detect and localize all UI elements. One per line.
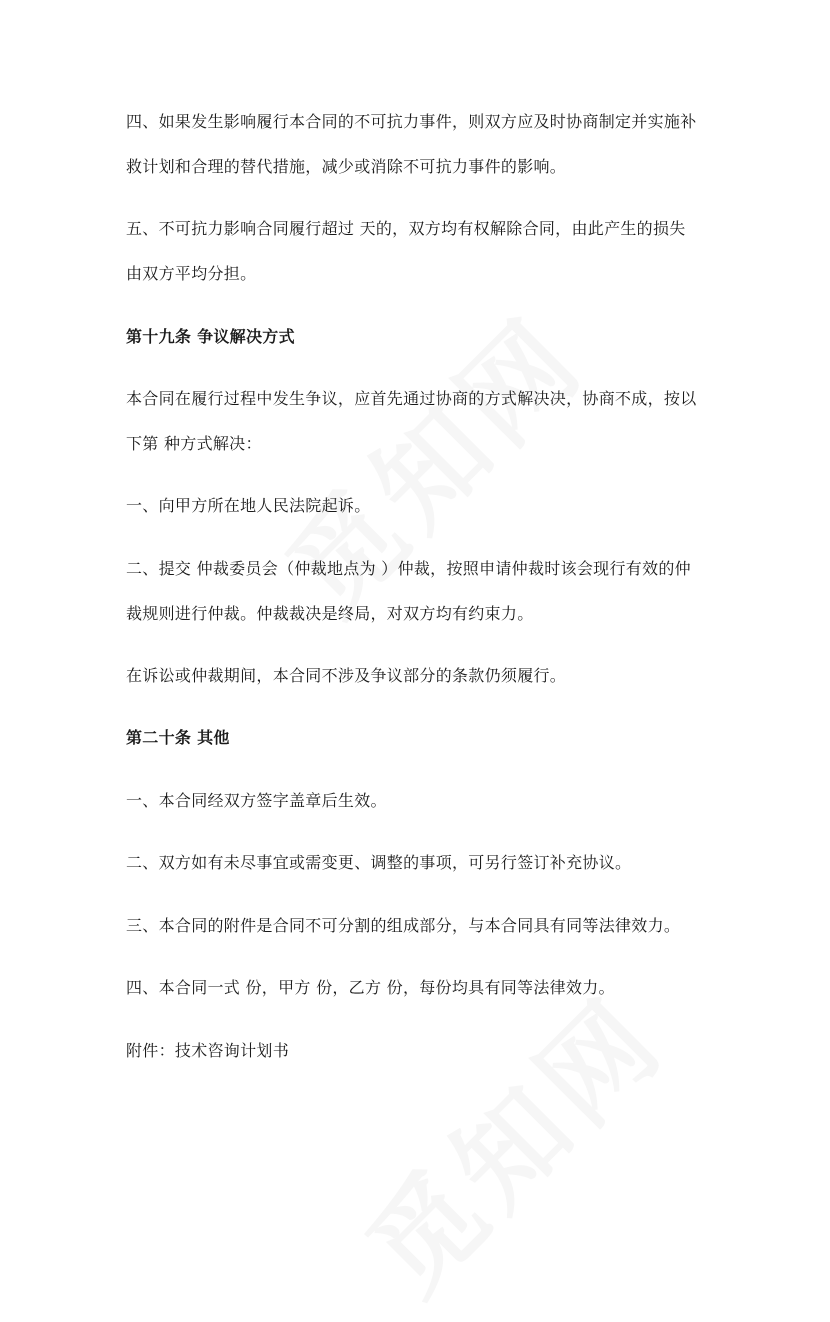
paragraph-line: 二、提交 仲裁委员会（仲裁地点为 ）仲裁，按照申请仲裁时该会现行有效的仲 [126, 559, 691, 578]
watermark [327, 956, 693, 1322]
paragraph-line: 五、不可抗力影响合同履行超过 天的，双方均有权解除合同，由此产生的损失 [126, 219, 686, 238]
paragraph-line: 救计划和合理的替代措施，减少或消除不可抗力事件的影响。 [126, 157, 567, 176]
paragraph-line: 附件：技术咨询计划书 [126, 1041, 290, 1060]
section-heading: 第二十条 其他 [126, 728, 230, 747]
paragraph-line: 二、双方如有未尽事宜或需变更、调整的事项，可另行签订补充协议。 [126, 853, 632, 872]
paragraph-line: 裁规则进行仲裁。仲裁裁决是终局，对双方均有约束力。 [126, 604, 534, 623]
paragraph-line: 三、本合同的附件是合同不可分割的组成部分，与本合同具有同等法律效力。 [126, 916, 681, 935]
paragraph-line: 一、向甲方所在地人民法院起诉。 [126, 496, 371, 515]
paragraph-line: 在诉讼或仲裁期间，本合同不涉及争议部分的条款仍须履行。 [126, 666, 567, 685]
paragraph-line: 四、如果发生影响履行本合同的不可抗力事件，则双方应及时协商制定并实施补 [126, 112, 697, 131]
paragraph-line: 由双方平均分担。 [126, 264, 257, 283]
watermark [247, 276, 613, 642]
paragraph-line: 四、本合同一式 份，甲方 份，乙方 份，每份均具有同等法律效力。 [126, 978, 615, 997]
section-heading: 第十九条 争议解决方式 [126, 327, 295, 346]
paragraph-line: 本合同在履行过程中发生争议，应首先通过协商的方式解决决，协商不成，按以 [126, 389, 697, 408]
paragraph-line: 下第 种方式解决： [126, 434, 262, 453]
paragraph-line: 一、本合同经双方签字盖章后生效。 [126, 791, 387, 810]
